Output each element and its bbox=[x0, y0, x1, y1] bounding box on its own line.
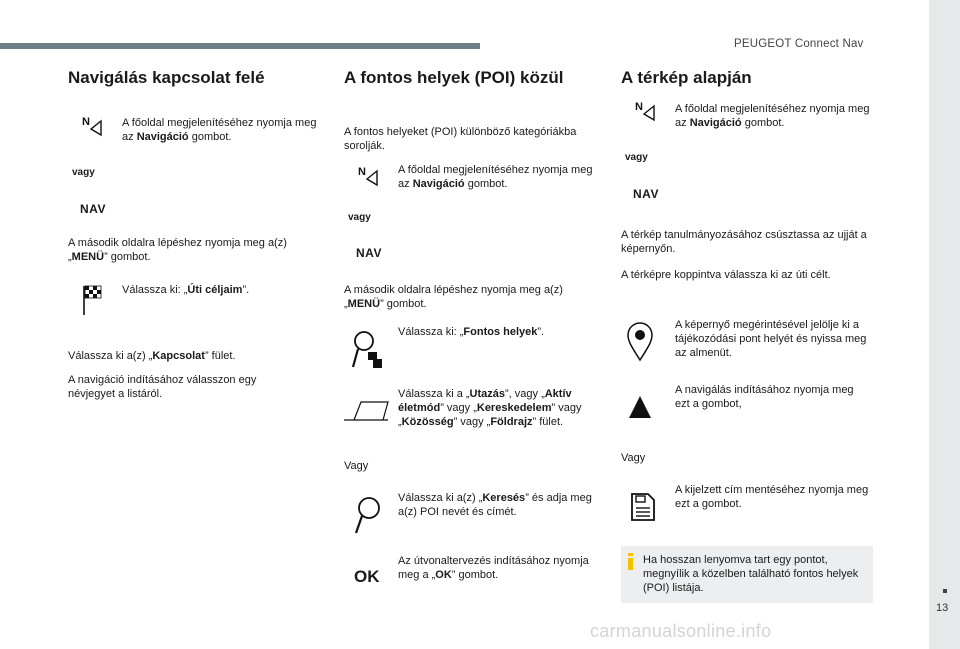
nav-button-label: NAV bbox=[633, 187, 659, 201]
watermark-text: carmanualsonline.info bbox=[590, 621, 772, 641]
section-title: A fontos helyek (POI) közül bbox=[344, 68, 564, 87]
or-label-alt: Vagy bbox=[621, 452, 646, 464]
svg-text:N: N bbox=[358, 166, 366, 178]
navigation-arrow-icon bbox=[628, 394, 652, 425]
page-number: 13 bbox=[936, 602, 949, 614]
poi-intro: A fontos helyeket (POI) különböző kategóriákba sorolják. bbox=[344, 126, 577, 152]
step-slide-map: A térkép tanulmányozásához csúsztassa az ujját a képernyőn. bbox=[621, 229, 867, 255]
or-label: vagy bbox=[625, 152, 648, 163]
magnifier-icon bbox=[354, 496, 384, 541]
section-title: Navigálás kapcsolat felé bbox=[68, 68, 265, 87]
category-tab-icon bbox=[344, 399, 390, 430]
step-start-navigation: A navigáció indításához válasszon egy névjegyet a listáról. bbox=[68, 374, 257, 400]
step-select-destinations: Válassza ki: „Úti céljaim”. bbox=[122, 284, 250, 296]
or-label: vagy bbox=[72, 167, 95, 178]
poi-search-icon bbox=[352, 330, 384, 375]
nav-arrow-icon bbox=[82, 115, 104, 142]
nav-button-label: NAV bbox=[80, 202, 106, 216]
step-confirm-route: Az útvonaltervezés indításához nyomja meg a „OK” gombot. bbox=[398, 555, 589, 581]
section-navigate-contact bbox=[68, 0, 318, 649]
step-start-navigation: A navigálás indításához nyomja meg ezt a gombot, bbox=[675, 384, 854, 410]
step-open-navigation: A főoldal megjelenítéséhez nyomja meg az Navigáció gombot. bbox=[122, 117, 317, 143]
svg-text:N: N bbox=[82, 116, 90, 128]
nav-arrow-icon bbox=[358, 165, 380, 192]
page-marker bbox=[943, 589, 947, 593]
svg-text:N: N bbox=[635, 101, 643, 113]
info-text: Ha hosszan lenyomva tart egy pontot, megnyílik a közelben található fontos helyek (POI) listája. bbox=[643, 554, 859, 594]
step-open-navigation: A főoldal megjelenítéséhez nyomja meg az Navigáció gombot. bbox=[675, 103, 870, 129]
checkered-flag-icon bbox=[82, 284, 104, 321]
step-open-menu: A második oldalra lépéshez nyomja meg a(z) „MENÜ” gombot. bbox=[68, 237, 287, 263]
step-search-poi: Válassza ki a(z) „Keresés” és adja meg a(z) POI nevét és címét. bbox=[398, 492, 592, 518]
or-label-alt: Vagy bbox=[344, 460, 369, 472]
section-from-map bbox=[621, 0, 879, 649]
ok-button-label: OK bbox=[354, 567, 380, 586]
save-address-icon bbox=[630, 492, 656, 527]
header-title: PEUGEOT Connect Nav bbox=[734, 38, 864, 50]
step-select-contact-tab: Válassza ki a(z) „Kapcsolat” fület. bbox=[68, 350, 236, 362]
map-pin-icon bbox=[626, 322, 654, 367]
step-select-poi: Válassza ki: „Fontos helyek”. bbox=[398, 326, 545, 338]
step-select-category-tab: Válassza ki a „Utazás”, vagy „Aktív életmód” vagy „Kereskedelem” vagy „Közösség” vagy „Földrajz” fület. bbox=[398, 388, 582, 428]
nav-button-label: NAV bbox=[356, 246, 382, 260]
step-save-address: A kijelzett cím mentéséhez nyomja meg ezt a gombot. bbox=[675, 484, 869, 510]
step-mark-poi: A képernyő megérintésével jelölje ki a tájékozódási pont helyét és nyissa meg az almenüt. bbox=[675, 319, 867, 359]
or-label: vagy bbox=[348, 212, 371, 223]
info-box bbox=[621, 546, 873, 603]
step-tap-map: A térképre koppintva válassza ki az úti célt. bbox=[621, 269, 831, 281]
nav-arrow-icon bbox=[635, 100, 657, 127]
section-poi bbox=[344, 0, 606, 649]
info-icon bbox=[627, 553, 634, 569]
section-title: A térkép alapján bbox=[621, 68, 752, 87]
step-open-navigation: A főoldal megjelenítéséhez nyomja meg az Navigáció gombot. bbox=[398, 164, 593, 190]
page-sidebar bbox=[929, 0, 960, 649]
step-open-menu: A második oldalra lépéshez nyomja meg a(z) „MENÜ” gombot. bbox=[344, 284, 563, 310]
